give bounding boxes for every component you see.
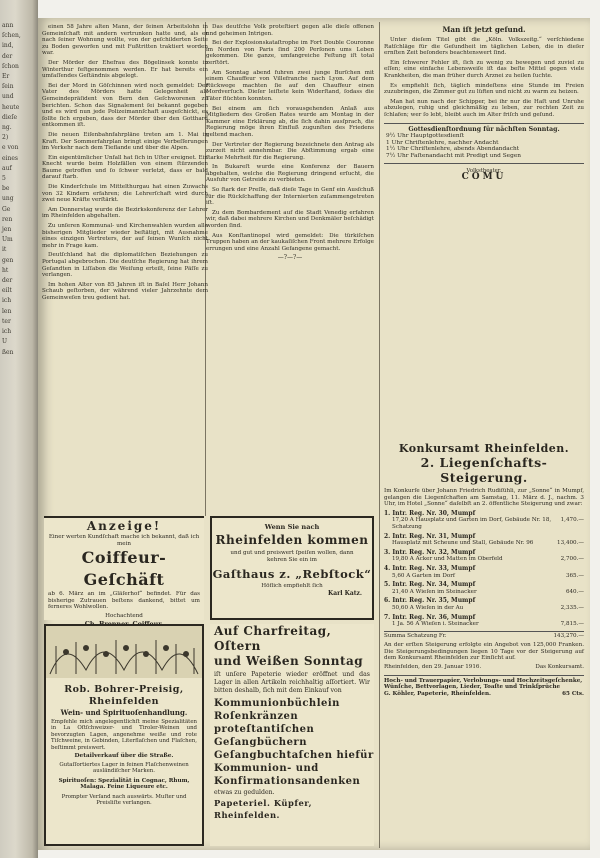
church-schedule-line: 9½ Uhr Hauptgottesdienſt [386,133,465,140]
left-page-fragment: Um [2,236,13,244]
auction-lot-detail: Hausplatz mit Scheune und Stall, Gebäude Nr. 96 [392,540,534,547]
auction-office-title: Konkursamt Rheinfelden. [398,442,570,455]
section-mark: —?—?— [277,254,303,262]
ad-easter-item: Kommunionbüchlein [214,698,340,709]
stationery-sign: G. Köhler, Papeterie, Rheinfelden. [384,690,491,697]
article-paragraph: Am Donnerstag wurde die Bezirkskonferenz der Lehrer im Rheinfelden abgehalten. [42,206,208,220]
ad-easter-stationery [210,624,374,846]
article-paragraph: Ein ſchwerer Fehler iſt, ſich zu wenig zu bewegen und zuviel zu eſſen; eine einfache Lebensweiſe iſt das beſte Mittel gegen viele Krankheiten, die man früher durch Arznei zu heilen ſuchte. [384,59,584,79]
left-page-fragment: ht [2,266,9,274]
auction-lot-row [384,517,584,530]
left-page-fragment: ſchen, [2,32,21,40]
left-page-fragment: ich [2,297,12,305]
auction-place-date: Rheinfelden, den 29. Januar 1916. [384,664,482,671]
ad-easter-item: Kommunion- und [214,763,319,774]
left-page-fragment: dieſe [2,113,18,121]
auction-lot-detail: 17,20 A Hausplatz und Garten im Dorf, Gebäude Nr. 18, Schatzung [392,517,552,530]
ad-easter-item: Roſenkränzen [214,711,299,722]
ad-easter-item: Konfirmationsandenken [214,776,361,787]
left-page-fragment: it [2,246,7,254]
left-page-fragment: 2) [2,134,9,142]
left-page-fragment: e von [2,144,19,152]
left-page-fragment: heute [2,103,20,111]
column-2-paragraphs [206,24,374,252]
article-paragraph: Der Vertreter der Regierung bezeichnete den Antrag als zurzeit nicht annehmbar. Die Abſtimmung ergab eine ſtarke Mehrheit für die Regierung. [206,141,374,161]
left-page-fragment: der [2,52,13,60]
column-2-news [206,24,374,512]
auction-lot-amount: 2,335.— [560,604,584,611]
article-paragraph: So ſtark der Preſſe, daß dieſe Tage in Genf ein Ausſchuß für die Rückſchaffung der Internierten zuſammengetreten iſt. [206,187,374,207]
auction-lot-detail: 21,40 A Wieſen im Steinacker [392,588,477,595]
ad-wine-text3: Gutaſſortiertes Lager in feinen Flaſchenweinen ausländiſcher Marken. [59,762,189,775]
article-paragraph: In Bukareſt wurde eine Konferenz der Bauern abgehalten, welche die Regierung dringend erſucht, die Ausfuhr von Getreide zu verbieten. [206,164,374,184]
theater-title: COMU [461,171,507,182]
church-schedule-line: 1½ Uhr Chriſtenlehre, abends Abendandacht [386,146,520,153]
ad-wine-text4: Spirituoſen: Spezialität in Cognac, Rhum, Malaga. Feine Liqueure etc. [58,777,190,791]
article-paragraph: Aus Konſtantinopel wird gemeldet: Die türkiſchen Truppen haben an der kaukaſiſchen Front mehrere Erfolge errungen und eine Anzahl Gefangene gemacht. [206,232,374,252]
stationery-ad [384,675,584,698]
left-page-fragment: U [2,338,8,346]
auction-lots [384,511,584,628]
auction-lot-amount: 7,815.— [560,621,584,628]
auction-lot-label: 2. Intr. Reg. Nr. 31, Mumpf [384,532,476,540]
auction-lot-label: 5. Intr. Reg. Nr. 34, Mumpf [384,581,476,589]
auction-lot [384,615,584,628]
left-page-fragment: be [2,185,10,193]
column-1-news [42,24,208,522]
left-page-fragment: Er [2,73,10,81]
auction-lot-label: 1. Intr. Reg. Nr. 30, Mumpf [384,509,476,517]
left-page-fragment: eines [2,154,18,162]
ad-restaurant-rebstock [210,516,374,620]
ad-coiffeur-text2: ab 6. März an im „Gläſerhof“ befindet. Für das bisherige Zutrauen beſtens dankend, bittet um ferneres Wohlwollen. [48,591,200,611]
auction-lot-detail: 1 Ja. 56 A Wieſen i. Steinacker [392,621,479,628]
left-page-fragment: ſchon [2,62,19,70]
ad-easter-text2: etwas zu gedulden. [214,789,275,796]
auction-lot [384,511,584,531]
auction-lot-amount: 365.— [565,572,584,579]
left-page-fragment: ng. [2,124,12,132]
auction-lot-label: 4. Intr. Reg. Nr. 33, Mumpf [384,564,476,572]
auction-lot-amount: 2,700.— [560,556,584,563]
article-paragraph: Die Kinderſchule im Mittelthurgau hat einen Zuwachs von 32 Kindern erfahren; die Lehrerſchaft wird durch zwei neue Kräfte verſtärkt. [42,184,208,204]
article-paragraph: Bei der Explosionskataſtrophe im Fort Double Couronne im Norden von Paris ſind 200 Perſonen ums Leben gekommen. Die ganze, umfangreiche Feſtung iſt total zerſtört. [206,40,374,66]
left-page-fragment: und [2,93,14,101]
ad-coiffeur-text1: Einer werten Kundſchaft mache ich bekannt, daß ich mein [48,534,200,547]
left-page-edge [0,22,34,852]
auction-signoff [384,664,584,671]
ad-coiffeur [44,516,204,620]
auction-lot [384,582,584,595]
article-paragraph: Es empfiehlt ſich, täglich mindeſtens eine Stunde im Freien zuzubringen, die Zimmer gut zu lüften und nicht zu warm zu heizen. [384,82,584,96]
left-page-fragment: len [2,307,12,315]
vineyard-illustration-icon [46,626,202,678]
church-schedule-lines [386,133,582,159]
auction-closing: An der erſten Steigerung erfolgte ein Angebot von 125,000 Franken. Die Steigerungsbedingungen liegen 10 Tage vor der Steigerung auf dem Konkursamt Rheinfelden zur Einſicht auf. [384,642,584,662]
ad-rebstock-line1: Wenn Sie nach [264,523,320,531]
ad-wine-subtitle: Wein- und Spirituoſenhandlung. [60,708,188,717]
ad-rebstock-line4: Gaſthaus z. „Rebſtock“ [212,567,372,581]
left-page-fragment: auf [2,164,12,172]
auction-lot-detail: 5,60 A Garten im Dorf [392,572,455,579]
auction-notice [384,442,584,846]
church-schedule [384,123,584,164]
article-paragraph: Deutſchland hat die diplomatiſchen Beziehungen zu Portugal abgebrochen. Die deutſche Regierung hat ihrem Geſandten in Liſſabon die Weiſung erteilt, ſeine Päſſe zu verlangen. [42,252,208,279]
church-schedule-title: Gottesdienſtordnung für nächſten Sonntag. [408,125,560,133]
auction-lot-amount: 1,470.— [560,517,584,524]
column-3-health [384,24,584,444]
ad-rebstock-line3: und gut und preiswert ſpeiſen wollen, dann kehren Sie ein im [230,550,354,563]
ad-wine-text5: Prompter Verſand nach auswärts. Muſter und Preisliſte verlangen. [61,794,187,807]
ad-coiffeur-title: Coiffeur-Geſchäft [81,548,167,590]
church-schedule-line: 1 Uhr Chriſtenlehre, nachher Andacht [386,139,499,146]
ad-coiffeur-heading: Anzeige! [86,519,162,533]
ad-wine-text2: Detailverkauf über die Straße. [74,753,174,760]
stationery-text: Hoch- und Trauerpapier, Verlobungs- und Hochzeitsgeſchenke, Wünſche, Bettvorlagen, Lieder, Toaſte und Trinkſprüche [384,677,583,691]
ad-wine-title: Rob. Bohrer-Preisig, Rheinfelden [64,684,184,707]
left-page-fragment: jen [2,226,12,234]
left-page-fragment: ren [2,215,13,223]
auction-lot-row [384,556,584,563]
auction-total [384,631,584,640]
ad-wine-text1: Empfehle mich angelegentlichſt meine Spezialitäten in La Oſtſchweizer- und Tiroler-Weinen und bevorzugten Lagen, angenehme weiße und rote Tiſchweine, in Gebinden, Literflaſchen und Flaſchen, beſtimmt preiswert. [51,719,197,751]
auction-lot [384,566,584,579]
article-paragraph: Man hat nun nach der Schipper, bei ihr nur die Haſt und Unruhe abzulegen, ruhig und gleichmäßig zu leben, zur rechten Zeit zu ſchlafen; wer ſo lebt, bleibt auch im Alter friſch und geſund. [384,98,584,118]
ad-rebstock-sign: Karl Katz. [327,590,362,597]
article-paragraph: Bei der Mord in Göſchinnen wird noch gemeldet: Der Vater des Mörders hatte Gelegenheit als Gemeindepräſident von Bern den Geſchworenen zu berichten. Schon das Signalement ſei bekannt gegeben und es wird nun jede Polizeimannſchaft ausgeſchickt, es ſollte ſich ergeben, dass der Mörder über den Gotthard entkommen iſt. [42,82,208,129]
left-page-fragment: ßen [2,348,14,356]
left-page-fragment: Ge [2,205,11,213]
ad-easter-title1: Auf Charfreitag, Oſtern [214,624,332,653]
auction-lot-label: 7. Intr. Reg. Nr. 36, Mumpf [384,613,476,621]
auction-lot-amount: 640.— [565,588,584,595]
auction-lot-detail: 19,80 A Acker und Matten im Oberfeld [392,556,503,563]
auction-lot [384,550,584,563]
article-paragraph: Im hohen Alter von 85 Jahren iſt in Baſel Herr Johann Schaub geſtorben, der während vieler Jahrzehnte dem Gemeinweſen treu gedient hat. [42,281,208,301]
ad-easter-item: Geſangbuchtaſchen hiefür [214,750,374,761]
health-heading: Man iſt jetzt geſund. [442,25,526,34]
theater-label: Volkstheater. [466,167,502,174]
stationery-price: 65 Cts. [562,690,584,697]
auction-lot-row [384,605,584,612]
left-page-fragment: ſein [2,83,14,91]
left-page-fragment: ind, [2,42,14,50]
auction-lot-amount: 13,400.— [557,540,584,547]
auction-lot-label: 6. Intr. Reg. Nr. 35, Mumpf [384,597,476,605]
article-paragraph: Zu unſeren Kommunal- und Kirchenwahlen wurden alle bisherigen Mitglieder wieder beſtätigt, mit Ausnahme eines einzigen Vertreters, der auf ſeinen Wunſch nicht mehr in Frage kam. [42,223,208,249]
left-page-fragment: ter [2,317,11,325]
article-paragraph: Am Sonntag abend fuhren zwei junge Burſchen mit einem Chauffeur von Villefranche nach Lyon. Auf dem Rückwege machten ſie auf den Chauffeur einen Mordverſuch. Dieſer leiſtete kein Widerſtand, ſodass die Täter flüchten konnten. [206,69,374,102]
left-page-fragment: gen [2,256,14,264]
left-page-fragment: ann [2,22,14,29]
ad-rebstock-line5: Höflich empfiehlt ſich [261,583,323,589]
article-paragraph: Ein eigentümlicher Unfall hat ſich in Uſter ereignet. Ein Knecht wurde beim Holzfällen von einem ſtürzenden Baume getroffen und ſo ſchwer verletzt, dass er bald darauf ſtarb. [42,154,208,181]
ad-easter-items [210,697,374,788]
left-page-fragment: der [2,277,13,285]
article-paragraph: Die neuen Eiſenbahnfahrpläne treten am 1. Mai in Kraft. Der Sommerfahrplan bringt einige Verbeſſerungen im Verkehr nach dem Tieflande und über die Alpen. [42,131,208,152]
ad-rebstock-line2: Rheinfelden kommen [215,533,369,547]
article-paragraph: einen 58 Jahre alten Mann, der ſeinen Arbeitslohn in Gemeinſchaft mit andern vertrunken hatte und, als er nach ſeiner Wohnung wollte, von der geſchilderten Seite zu Boden geworfen und mit Fußtritten traktiert worden war. [42,24,208,57]
auction-lot-row [384,540,584,547]
auction-lot-row [384,573,584,580]
auction-lot-row [384,621,584,628]
auction-lot-row [384,589,584,596]
column-rule-2 [379,22,380,848]
auction-intro: Im Konkurſe über Johann Friedrich Rudiſühli, zur „Sonne“ in Mumpf, gelangen die Liegenſchaften am Samstag, 11. März d. J., nachm. 3 Uhr, im Hotel „Sonne“ daſelbſt an 2. öffentliche Steigerung und zwar: [384,488,584,508]
article-paragraph: Das deutſche Volk proteſtiert gegen alle dieſe offenen und geheimen Intrigen. [206,24,374,37]
auction-total-amount: 143,270.— [553,632,584,639]
article-paragraph: Unter dieſem Titel gibt die „Köln. Volkszeitg.“ verſchiedene Ratſchläge für die Geſundheit im täglichen Leben, die in dieſer ernſten Zeit beſonders beachtenswert ſind. [384,37,584,57]
left-page-fragment: 5 [2,175,6,183]
ad-easter-text1: iſt unſere Papeterie wieder eröffnet und das Lager in allen Artikeln reichhaltig aſſortiert. Wir bitten deshalb, ſich mit dem Einkauf von [214,671,370,694]
ad-wine-merchant [44,624,204,846]
auction-total-label: Summa Schatzung Fr. [384,632,447,639]
auction-title: 2. Liegenſchafts-Steigerung. [420,455,548,485]
ad-easter-item: proteſtantiſchen Geſangbüchern [214,724,315,748]
ad-easter-title2: und Weißen Sonntag [214,654,364,668]
health-paragraphs [384,37,584,119]
auction-lot [384,598,584,611]
auction-lot-label: 3. Intr. Reg. Nr. 32, Mumpf [384,548,476,556]
church-schedule-line: 7½ Uhr Faſtenandacht mit Predigt und Segen [386,152,521,159]
left-page-fragment: ich [2,328,12,336]
article-paragraph: Bei einem am ſich vorausgehenden Anlaß aus Mitgliedern des Großen Rates wurde am Montag in der Kammer eine Erklärung ab, die ſich dahin ausſprach, die Regierung möge ihren Einfluß zugunſten des Friedens geltend machen. [206,105,374,138]
auction-lot-detail: 50,60 A Wieſen in der Au [392,604,464,611]
newspaper-page [38,18,590,850]
auction-signature: Das Konkursamt. [535,664,584,671]
left-page-fragment: eilt [2,287,12,295]
left-page-fragment: ung [2,195,14,203]
article-paragraph: Der Mörder der Ehefrau des Bögelinsek konnte in Winterthur feſtgenommen werden. Er hat bereits ein umfaſſendes Geſtändnis abgelegt. [42,59,208,80]
ad-easter-sign: Papeteriel. Küpfer, Rheinfelden. [214,798,313,820]
auction-lot [384,534,584,547]
article-paragraph: Zu dem Bombardement auf die Stadt Venedig erfahren wir, daß dabei mehrere Kirchen und Denkmäler beſchädigt worden ſind. [206,209,374,230]
ad-coiffeur-sign1: Hochachtend [105,612,143,619]
